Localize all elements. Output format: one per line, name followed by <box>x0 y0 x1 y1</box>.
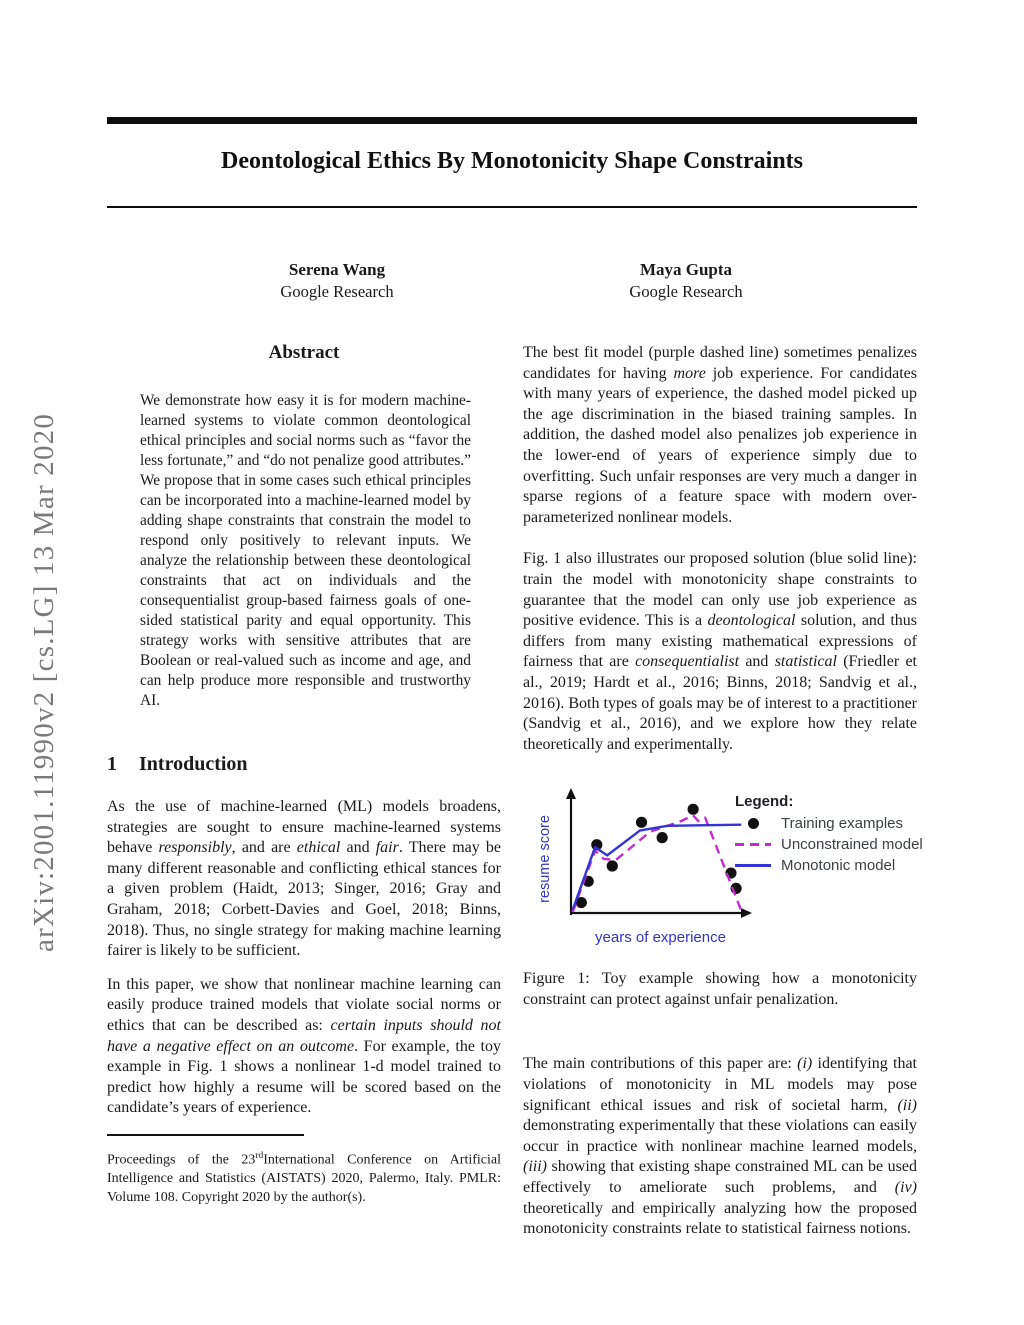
left-column <box>107 335 501 1207</box>
y-axis-label: resume score <box>537 815 553 904</box>
author-name: Serena Wang <box>288 260 386 279</box>
rc-paragraph-3: The main contributions of this paper are: (i) identifying that violations of monotonicity in ML models may pose significant ethical issues and risk of societal harm, (ii) demonstrating experimentally that these violations can easily occur in practice with nonlinear machine learned models, (iii) showing that existing shape constrained ML can be used effectively to ameliorate such problems, and (iv) theoretically and empirically analyzing how the proposed monotonicity constraints relate to statistical fairness notions. <box>523 1055 918 1238</box>
rc-paragraph-2: Fig. 1 also illustrates our proposed solution (blue solid line): train the model with monotonicity shape constraints to guarantee that the model can only use job experience as positive evidence. This is a deontological solution, and thus differs from many existing mathematical expressions of fairness that are consequentialist and statistical (Friedler et al., 2019; Hardt et al., 2016; Binns, 2018; Sandvig et al., 2016). Both types of goals may be of interest to a practitioner (Sandvig et al., 2016), and we explore how they relate theoretically and experimentally. <box>523 550 917 753</box>
x-axis-arrow-icon <box>741 908 752 918</box>
arxiv-watermark: arXiv:2001.11990v2 [cs.LG] 13 Mar 2020 <box>28 412 60 952</box>
paper-title: Deontological Ethics By Monotonicity Shape Constraints <box>220 148 804 174</box>
unconstrained-model-line <box>573 816 742 913</box>
y-axis-arrow-icon <box>566 788 576 799</box>
top-rule <box>107 117 917 124</box>
data-point <box>688 804 699 815</box>
x-axis-label: years of experience <box>595 929 726 947</box>
author-name: Maya Gupta <box>639 260 733 279</box>
author-block <box>187 260 487 302</box>
rc-paragraph-1: The best fit model (purple dashed line) sometimes penalizes candidates for having more job experience. For candidates with many years of experience, the dashed model picked up the age discrimination in the biased training samples. In addition, the dashed model also penalizes job experience in the lower-end of years of experience simply due to overfitting. Such unfair responses are very much a danger in sparse regions of a feature space with modern over-parameterized nonlinear models. <box>523 344 917 526</box>
chart-legend <box>735 793 923 873</box>
author-block <box>536 260 836 302</box>
author-affiliation: Google Research <box>280 282 394 301</box>
title-rule <box>107 206 917 208</box>
abstract-body: We demonstrate how easy it is for modern machine-learned systems to violate common deontological ethical principles and social norms such as “favor the less fortunate,” and “do not penalize good attributes.” We propose that in some cases such ethical principles can be incorporated into a machine-learned model by adding shape constraints that constrain the model to respond only positively to relevant inputs. We analyze the relationship between these deontological constraints that act on individuals and the consequentialist group-based fairness goals of one-sided statistical parity and equal opportunity. This strategy works with sensitive attributes that are Boolean or real-valued such as income and age, and can help produce more responsible and trustworthy AI. <box>140 392 471 709</box>
section-heading-introduction <box>107 753 501 776</box>
legend-item-monotonic-model: Monotonic model <box>735 858 923 873</box>
legend-item-training-examples: Training examples <box>735 816 923 831</box>
solid-line-icon <box>735 864 771 867</box>
section-number: 1 <box>107 753 117 775</box>
abstract-heading: Abstract <box>268 342 340 363</box>
footnote-text: Proceedings of the 23rdInternational Conference on Artificial Intelligence and Statistics (AISTATS) 2020, Palermo, Italy. PMLR: Volume 108. Copyright 2020 by the author(s). <box>107 1150 501 1205</box>
data-point <box>657 832 668 843</box>
right-column <box>523 335 923 1240</box>
data-point <box>607 861 618 872</box>
footnote-rule <box>107 1134 304 1136</box>
legend-title: Legend: <box>735 793 794 811</box>
section-title: Introduction <box>139 753 248 775</box>
author-affiliation: Google Research <box>629 282 743 301</box>
dashed-line-icon <box>735 843 771 846</box>
data-point <box>636 817 647 828</box>
legend-item-unconstrained-model: Unconstrained model <box>735 837 923 852</box>
figure-1 <box>523 781 923 953</box>
intro-paragraph-1: As the use of machine-learned (ML) models broadens, strategies are sought to ensure machine-learned systems behave responsibly, and are ethical and fair. There may be many different reasonable and conflicting ethical stances for a given problem (Haidt, 2013; Singer, 2016; Gray and Graham, 2018; Corbett-Davies and Goel, 2018; Binns, 2018). Thus, no single strategy for making machine learning fairer is likely to be sufficient. <box>107 798 501 960</box>
toy-example-chart <box>555 781 755 926</box>
figure-caption: Figure 1: Toy example showing how a monotonicity constraint can protect against unfair penalization. <box>523 970 917 1008</box>
training-dot-icon <box>735 818 771 829</box>
intro-paragraph-2: In this paper, we show that nonlinear machine learning can easily produce trained models that violate social norms or ethics that can be described as: certain inputs should not have a negative effect on an outcome. For example, the toy example in Fig. 1 shows a nonlinear 1-d model trained to predict how highly a resume will be scored based on the candidate’s years of experience. <box>107 975 501 1117</box>
